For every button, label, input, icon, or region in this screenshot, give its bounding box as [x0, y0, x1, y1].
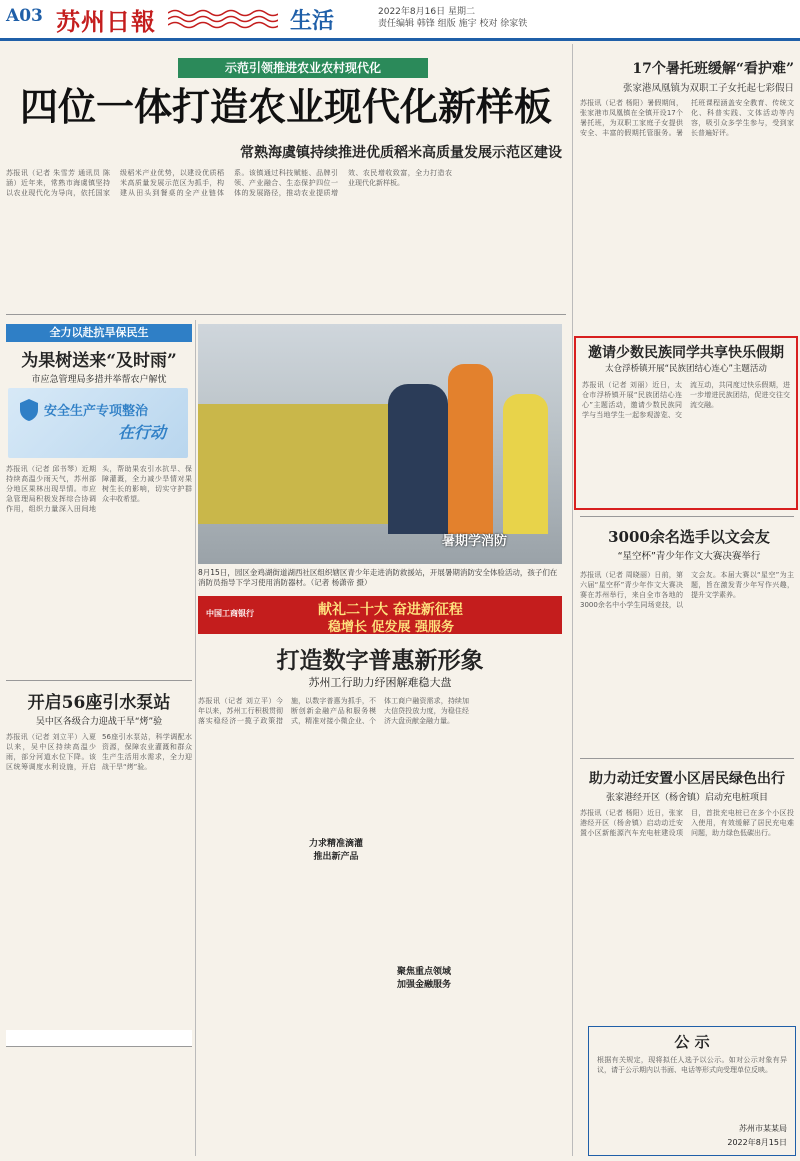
lead-tag-text: 示范引领推进农业农村现代化 [224, 61, 381, 75]
charging-subhead: 张家港经开区（杨舍镇）启动充电桩项目 [605, 793, 768, 803]
editorial-staff: 责任编辑 韩锋 组版 施宇 校对 徐家铁 [378, 19, 528, 29]
digital-subhead-2: 聚焦重点领域 加强金融服务 [384, 964, 464, 990]
antiheat-tag [6, 324, 192, 342]
bank-name: 中国工商银行 [206, 609, 254, 618]
antiheat-subhead: 市应急管理局多措并举帮农户解忧 [31, 375, 167, 385]
page-number: A03 [6, 6, 43, 26]
public-notice [588, 1026, 796, 1156]
bottom-left-body [6, 1080, 192, 1158]
safety-banner [8, 388, 188, 458]
digital-headline: 打造数字普惠新形象 [276, 647, 484, 674]
promo-sub: 稳增长 促发展 强服务 [328, 620, 455, 635]
digital-subhead-1: 力求精准滴灌 推出新产品 [296, 836, 376, 862]
child-shape [503, 394, 548, 534]
section-title: 生活 [290, 8, 335, 34]
notice-date: 2022年8月15日 [727, 1138, 787, 1147]
issue-date: 2022年8月16日 星期二 [378, 7, 475, 17]
column-rule [195, 320, 196, 1156]
antiheat-tag-text: 全力以赴抗旱保民生 [49, 326, 149, 339]
notice-issuer: 苏州市某某局 [739, 1124, 787, 1133]
banner-line2: 在行动 [118, 423, 167, 442]
pump-subhead: 吴中区各级合力迎战干旱“烤”验 [35, 717, 163, 727]
composition-body: 苏报讯（记者 周晓丽）日前，第六届“星空杯”青少年作文大赛决赛在苏州举行，来自全市各地的3000余名中小学生同场竞技，以文会友。本届大赛以“星空”为主题，旨在激发青少年写作兴趣，提升文学素养。 [580, 571, 794, 609]
divider [580, 516, 794, 517]
firefighter-shape [388, 384, 448, 534]
charging-headline: 助力动迁安置小区居民绿色出行 [589, 771, 785, 787]
divider [6, 314, 566, 315]
fire-truck-shape [198, 404, 418, 524]
pump-body: 苏报讯（记者 刘立平）入夏以来，吴中区持续高温少雨，部分河道水位下降。该区统筹调度水利设施，开启56座引水泵站，科学调配水资源，保障农业灌溉和群众生产生活用水需求，全力迎战干旱“烤”验。 [6, 733, 192, 771]
column-rule [572, 44, 573, 1156]
ethnic-body: 苏报讯（记者 刘丽）近日，太仓市浮桥镇开展“民族团结心连心”主题活动，邀请少数民族同学与当地学生一起参观游览、交流互动，共同度过快乐假期，进一步增进民族团结，促进交往交流交融。 [582, 381, 790, 419]
divider [6, 680, 192, 681]
notice-body: 根据有关规定，现将拟任人选予以公示。如对公示对象有异议，请于公示期内以书面、电话等形式向受理单位反映。 [597, 1056, 787, 1074]
ethnic-headline: 邀请少数民族同学共享快乐假期 [588, 345, 784, 361]
summer-body: 苏报讯（记者 杨阳）暑假期间，张家港市凤凰镇在全镇开设17个暑托班，为双职工家庭子女提供安全、丰富的假期托管服务。暑托班课程涵盖安全教育、传统文化、科普实践、文体活动等内容，吸引众多学生参与，受到家长普遍好评。 [580, 99, 794, 137]
composition-headline: 3000余名选手以文会友 [608, 528, 770, 546]
composition-subhead: “星空杯”青少年作文大赛决赛举行 [617, 551, 761, 562]
newspaper-logo: 苏州日報 [56, 7, 156, 36]
wave-decoration-icon [168, 8, 278, 30]
photo-caption [198, 568, 562, 588]
dateline [378, 6, 527, 30]
lead-subhead: 常熟海虞镇持续推进优质稻米高质量发展示范区建设 [240, 145, 562, 161]
lead-body: 苏报讯（记者 朱雪芳 通讯员 陈涵）近年来，常熟市海虞镇坚持以农业现代化为导向，依托国家级稻米产业优势，以建设优质稻米高质量发展示范区为抓手，构建从田头到餐桌的全产业链体系。该镇通过科技赋能、品牌引领、产业融合、生态保护四位一体的发展路径，推动农业提质增效、农民增收致富，全力打造农业现代化新样板。 [6, 169, 452, 197]
banner-line1: 安全生产专项整治 [44, 404, 149, 419]
ethnic-subhead: 太仓浮桥镇开展“民族团结心连心”主题活动 [605, 364, 767, 374]
bottom-left-tag [6, 1030, 192, 1047]
antiheat-headline: 为果树送来“及时雨” [21, 351, 177, 371]
photo-caption-text: 8月15日，园区金鸡湖街道湖西社区组织辖区青少年走进消防救援站，开展暑期消防安全体验活动，孩子们在消防员指导下学习使用消防器材。 [198, 568, 558, 587]
photo-credit: （记者 杨潇帝 摄） [310, 578, 372, 587]
fire-safety-photo [198, 324, 562, 564]
summer-headline: 17个暑托班缓解“看护难” [632, 61, 794, 77]
promo-title: 献礼二十大 奋进新征程 [318, 602, 463, 618]
notice-title: 公 示 [674, 1033, 710, 1051]
lead-headline: 四位一体打造农业现代化新样板 [19, 84, 552, 129]
ethnic-story-box [574, 336, 798, 510]
pump-headline: 开启56座引水泵站 [27, 693, 171, 713]
promo-banner [198, 596, 562, 634]
summer-subhead: 张家港凤凰镇为双职工子女托起七彩假日 [622, 83, 794, 94]
photo-caption-title: 暑期学消防 [442, 534, 508, 549]
antiheat-body: 苏报讯（记者 邱书琴）近期持续高温少雨天气，苏州部分地区果林出现旱情。市应急管理局积极发挥综合协调作用，组织力量深入田间地头，帮助果农引水抗旱、保障灌溉，全力减少旱情对果树生长的影响，切实守护群众丰收希望。 [6, 465, 192, 513]
child-shape [448, 364, 493, 534]
digital-subhead: 苏州工行助力纾困解难稳大盘 [308, 676, 452, 689]
lead-tag [178, 58, 428, 78]
digital-body: 苏报讯（记者 刘立平）今年以来，苏州工行积极贯彻落实稳经济一揽子政策措施，以数字普惠为抓手，不断创新金融产品和服务模式，精准对接小微企业、个体工商户融资需求，持续加大信贷投放力度，为稳住经济大盘贡献金融力量。 [198, 697, 469, 725]
masthead [0, 0, 800, 41]
charging-body: 苏报讯（记者 杨阳）近日，张家港经开区（杨舍镇）启动动迁安置小区新能源汽车充电桩建设项目，首批充电桩已在多个小区投入使用，有效缓解了居民充电难问题，助力绿色低碳出行。 [580, 809, 794, 837]
shield-icon [18, 398, 40, 422]
divider [580, 758, 794, 759]
